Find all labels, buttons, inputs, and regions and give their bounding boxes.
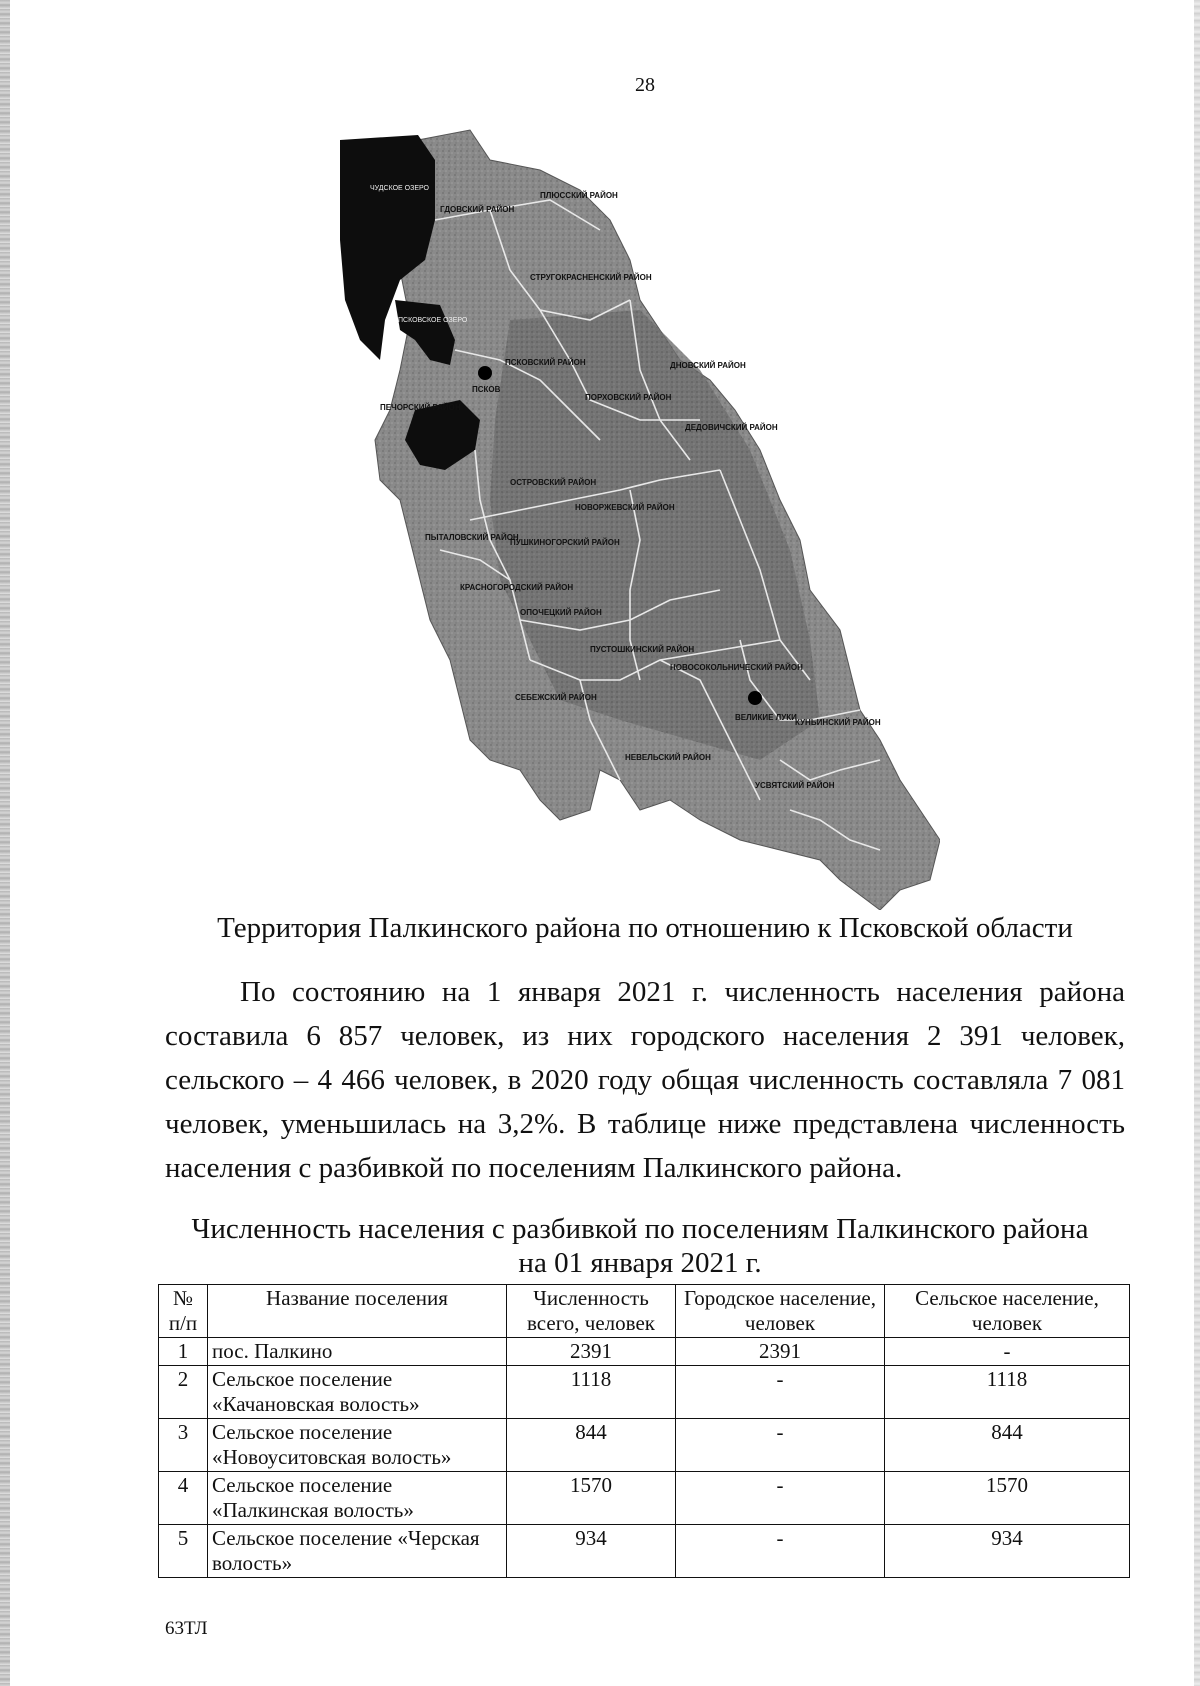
map-label-pytalovo: ПЫТАЛОВСКИЙ РАЙОН [425,533,519,542]
cell-num: 4 [159,1472,208,1525]
map-svg [340,120,940,910]
table-title [150,1212,1130,1280]
header-urban: Городское население, человек [676,1285,885,1338]
table-row [159,1338,1130,1366]
map-label-dedovichi: ДЕДОВИЧСКИЙ РАЙОН [685,423,778,432]
cell-name: пос. Палкино [208,1338,507,1366]
cell-rural: - [885,1338,1130,1366]
map-label-lake-peipus: ЧУДСКОЕ ОЗЕРО [370,185,429,192]
table-row [159,1366,1130,1419]
map-label-usvyaty: УСВЯТСКИЙ РАЙОН [755,781,835,790]
header-total: Численность всего, человек [507,1285,676,1338]
cell-rural: 1118 [885,1366,1130,1419]
map-label-pskov-city: ПСКОВ [472,385,501,394]
cell-urban: - [676,1419,885,1472]
table-row [159,1419,1130,1472]
map-label-kunya: КУНЬИНСКИЙ РАЙОН [795,718,881,727]
map-label-pskov-district: ПСКОВСКИЙ РАЙОН [505,358,586,367]
map-label-gdov: ГДОВСКИЙ РАЙОН [440,205,515,214]
cell-rural: 1570 [885,1472,1130,1525]
cell-num: 3 [159,1419,208,1472]
cell-total: 1118 [507,1366,676,1419]
map-label-pushkinogorsk: ПУШКИНОГОРСКИЙ РАЙОН [510,538,620,547]
population-paragraph: По состоянию на 1 января 2021 г. численность населения района составила 6 857 человек, из них городского населения 2 391 человек, сельского – 4 466 человек, в 2020 году общая численность составляла 7 081 человек, уменьшилась на 3,2%. В таблице ниже представлена численность населения с разбивкой по поселениям Палкинского района. [165,976,1125,1184]
map-label-lake-pskov: ПСКОВСКОЕ ОЗЕРО [398,317,468,324]
pskov-region-map [340,120,940,910]
cell-num: 5 [159,1525,208,1578]
cell-urban: 2391 [676,1338,885,1366]
map-label-sebezh: СЕБЕЖСКИЙ РАЙОН [515,693,597,702]
header-rural: Сельское население, человек [885,1285,1130,1338]
table-title-line2: на 01 января 2021 г. [518,1247,762,1279]
cell-rural: 934 [885,1525,1130,1578]
page-number: 28 [635,74,655,96]
city-marker-velikie-luki [748,691,762,705]
cell-rural: 844 [885,1419,1130,1472]
cell-urban: - [676,1525,885,1578]
map-label-dno: ДНОВСКИЙ РАЙОН [670,361,746,370]
header-num: № п/п [159,1285,208,1338]
cell-urban: - [676,1366,885,1419]
map-label-porkhov: ПОРХОВСКИЙ РАЙОН [585,393,672,402]
cell-name: Сельское поселение «Новоуситовская волость» [208,1419,507,1472]
map-label-velikie-luki: ВЕЛИКИЕ ЛУКИ [735,713,797,722]
map-label-pechory: ПЕЧОРСКИЙ РАЙОН [380,403,461,412]
table-header-row [159,1285,1130,1338]
population-table [158,1284,1130,1578]
cell-num: 2 [159,1366,208,1419]
map-label-ostrov: ОСТРОВСКИЙ РАЙОН [510,478,597,487]
cell-num: 1 [159,1338,208,1366]
cell-total: 1570 [507,1472,676,1525]
cell-total: 934 [507,1525,676,1578]
footer-code: 63ТЛ [165,1618,208,1639]
map-label-plyussa: ПЛЮССКИЙ РАЙОН [540,191,618,200]
map-label-nevel: НЕВЕЛЬСКИЙ РАЙОН [625,753,711,762]
map-label-pustoshka: ПУСТОШКИНСКИЙ РАЙОН [590,645,695,654]
scan-edge-right [1194,0,1200,1686]
cell-name: Сельское поселение «Палкинская волость» [208,1472,507,1525]
scan-edge-left [0,0,10,1686]
map-label-opochka: ОПОЧЕЦКИЙ РАЙОН [520,608,602,617]
table-row [159,1472,1130,1525]
table-row [159,1525,1130,1578]
map-label-strugi: СТРУГОКРАСНЕНСКИЙ РАЙОН [530,273,652,282]
cell-name: Сельское поселение «Качановская волость» [208,1366,507,1419]
map-label-novosokolniki: НОВОСОКОЛЬНИЧЕСКИЙ РАЙОН [670,663,803,672]
header-name: Название поселения [208,1285,507,1338]
map-caption: Территория Палкинского района по отношению к Псковской области [217,912,1073,944]
cell-name: Сельское поселение «Черская волость» [208,1525,507,1578]
table-title-line1: Численность населения с разбивкой по поселениям Палкинского района [191,1213,1089,1245]
cell-total: 844 [507,1419,676,1472]
map-label-novorzhev: НОВОРЖЕВСКИЙ РАЙОН [575,503,675,512]
cell-total: 2391 [507,1338,676,1366]
map-label-krasnogorodsk: КРАСНОГОРОДСКИЙ РАЙОН [460,583,574,592]
city-marker-pskov [478,366,492,380]
cell-urban: - [676,1472,885,1525]
